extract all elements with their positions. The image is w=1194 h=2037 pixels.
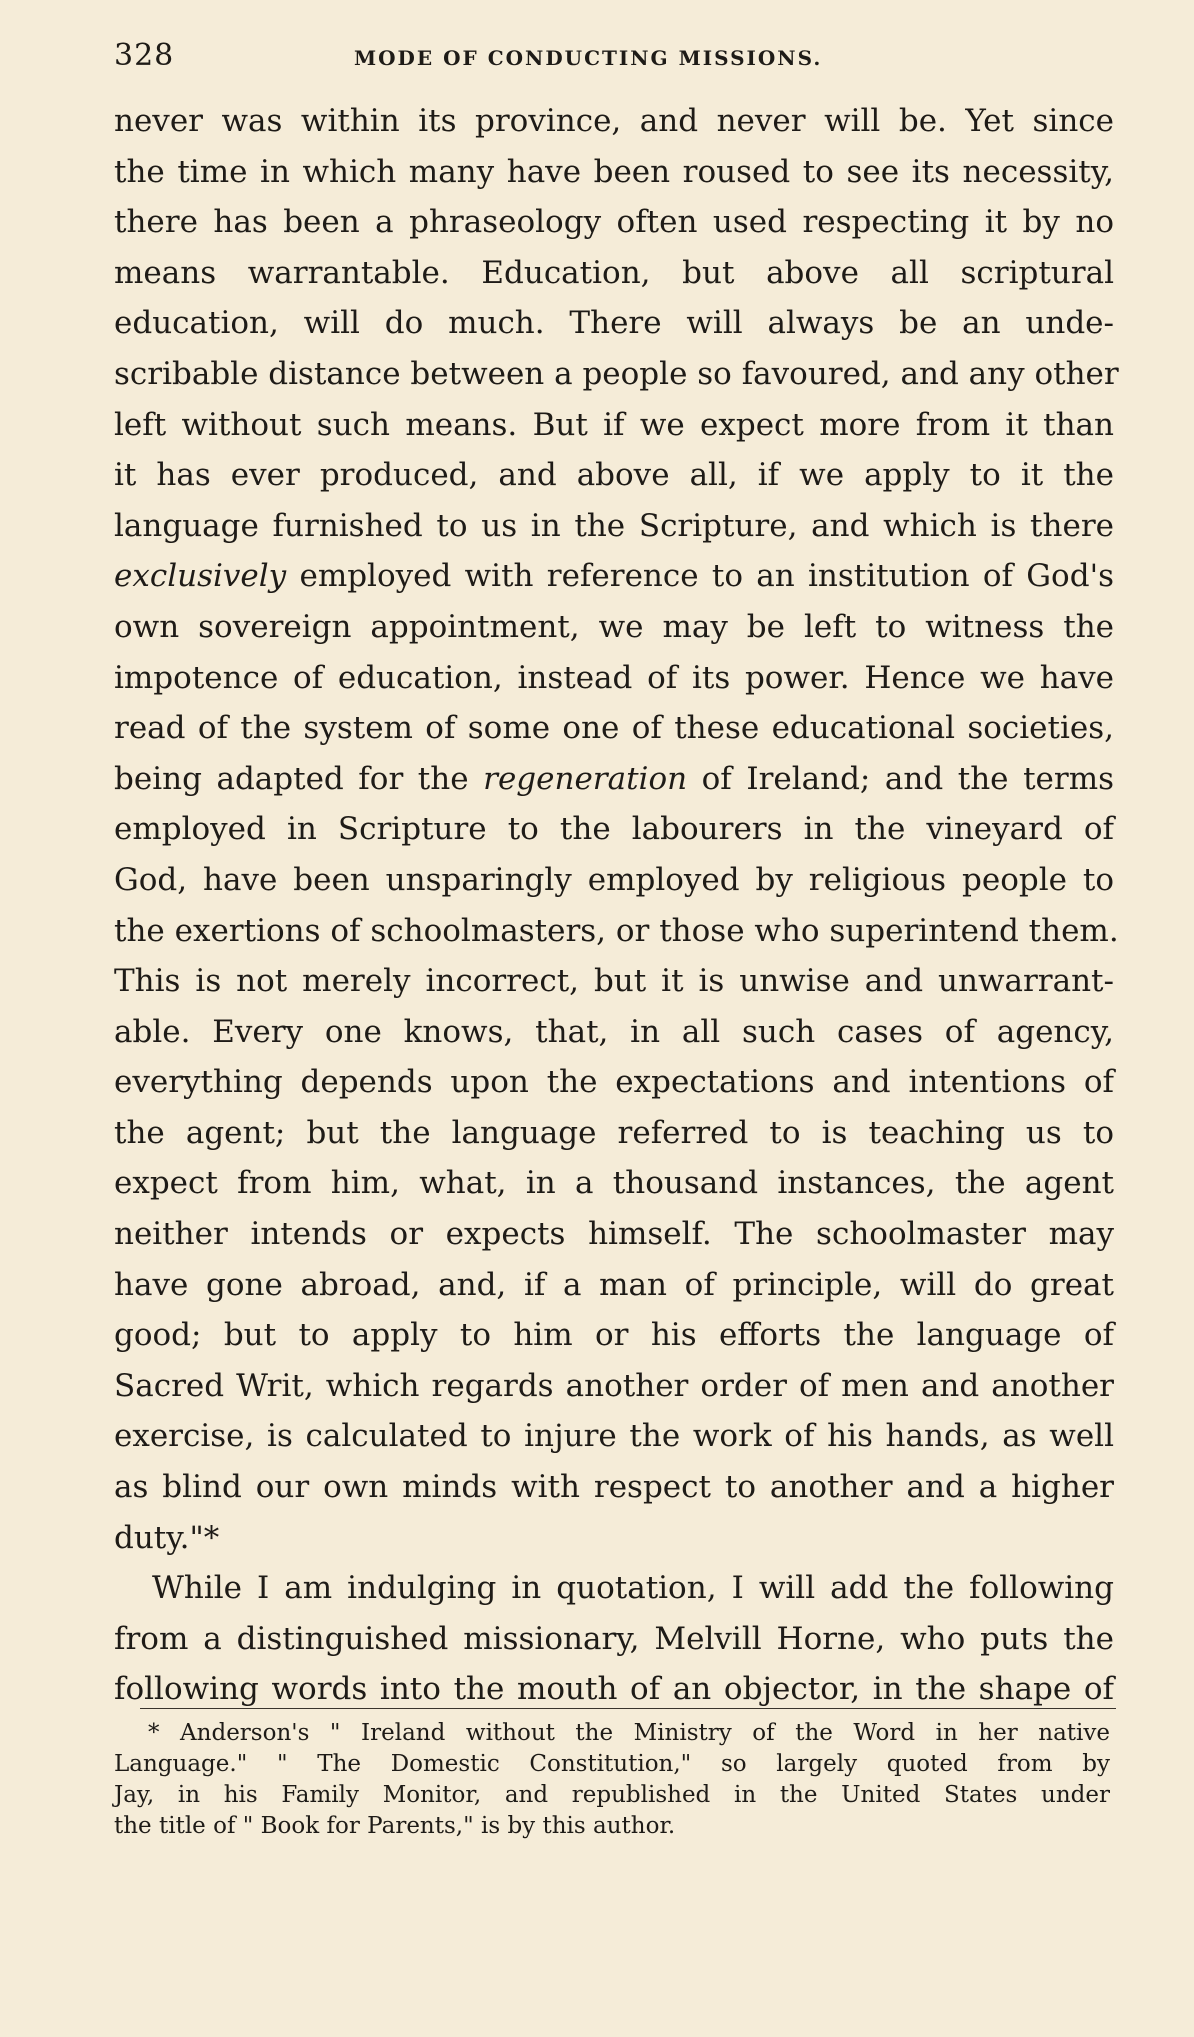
text-line: While I am indulging in quotation, I will add the following [152, 1570, 1114, 1607]
text-line: God, have been unsparingly employed by religious people to [114, 861, 1114, 898]
text-line: language furnished to us in the Scripture, and which is there [114, 507, 1114, 544]
text-line: it has ever produced, and above all, if we apply to it the [114, 457, 1114, 494]
page-header [114, 38, 1110, 78]
text-line: education, will do much. There will always be an unde- [114, 305, 1114, 342]
text-line: there has been a phraseology often used respecting it by no [114, 204, 1114, 241]
text-line: Sacred Writ, which regards another order of men and another [114, 1367, 1114, 1404]
text-line: the exertions of schoolmasters, or those who superintend them. [114, 912, 1119, 949]
text-line: from a distinguished missionary, Melvill Horne, who puts the [114, 1620, 1114, 1657]
footnote-line: Language." " The Domestic Constitution," so largely quoted from by [114, 1751, 1110, 1777]
text-line: read of the system of some one of these educational societies, [114, 710, 1114, 747]
text-line: neither intends or expects himself. The schoolmaster may [114, 1216, 1114, 1253]
line-start: being adapted for the [114, 760, 484, 797]
footnote-line: * Anderson's " Ireland without the Ministry of the Word in her native [148, 1720, 1110, 1746]
text-line: employed in Scripture to the labourers in the vineyard of [114, 811, 1114, 848]
text-line: This is not merely incorrect, but it is unwise and unwarrant- [114, 963, 1114, 1000]
text-line: left without such means. But if we expect more from it than [114, 406, 1114, 443]
footnote-rule [140, 1708, 1116, 1709]
text-line: impotence of education, instead of its power. Hence we have [114, 659, 1114, 696]
text-line: good; but to apply to him or his efforts the language of [114, 1317, 1114, 1354]
text-line: scribable distance between a people so favoured, and any other [114, 355, 1119, 392]
footnote-line: the title of " Book for Parents," is by this author. [114, 1813, 676, 1839]
text-line: the time in which many have been roused to see its necessity, [114, 153, 1114, 190]
line-rest: employed with reference to an institution of God's [286, 558, 1114, 595]
text-line: following words into the mouth of an objector, in the shape of [114, 1671, 1114, 1708]
footnote [114, 1718, 1110, 1842]
text-line: own sovereign appointment, we may be left to witness the [114, 608, 1114, 645]
text-line [114, 551, 1114, 602]
text-line: everything depends upon the expectations and intentions of [114, 1064, 1114, 1101]
italic-emphasis: exclusively [114, 558, 287, 595]
text-line: as blind our own minds with respect to another and a higher [114, 1469, 1114, 1506]
page-number: 328 [114, 38, 175, 73]
text-line: exercise, is calculated to injure the work of his hands, as well [114, 1418, 1114, 1455]
text-line: duty."* [114, 1519, 220, 1556]
text-line [114, 754, 1114, 805]
running-head: MODE OF CONDUCTING MISSIONS. [354, 46, 823, 70]
text-line: expect from him, what, in a thousand instances, the agent [114, 1165, 1114, 1202]
body-text [114, 96, 1119, 1715]
text-line: the agent; but the language referred to is teaching us to [114, 1114, 1114, 1151]
text-line: never was within its province, and never will be. Yet since [114, 103, 1114, 139]
line-rest: of Ireland; and the terms [687, 760, 1114, 797]
text-line: able. Every one knows, that, in all such cases of agency, [114, 1013, 1114, 1050]
text-line: have gone abroad, and, if a man of principle, will do great [114, 1266, 1114, 1303]
footnote-line: Jay, in his Family Monitor, and republished in the United States under [114, 1782, 1110, 1808]
text-line: means warrantable. Education, but above all scriptural [114, 254, 1114, 291]
italic-emphasis: regeneration [483, 760, 688, 797]
